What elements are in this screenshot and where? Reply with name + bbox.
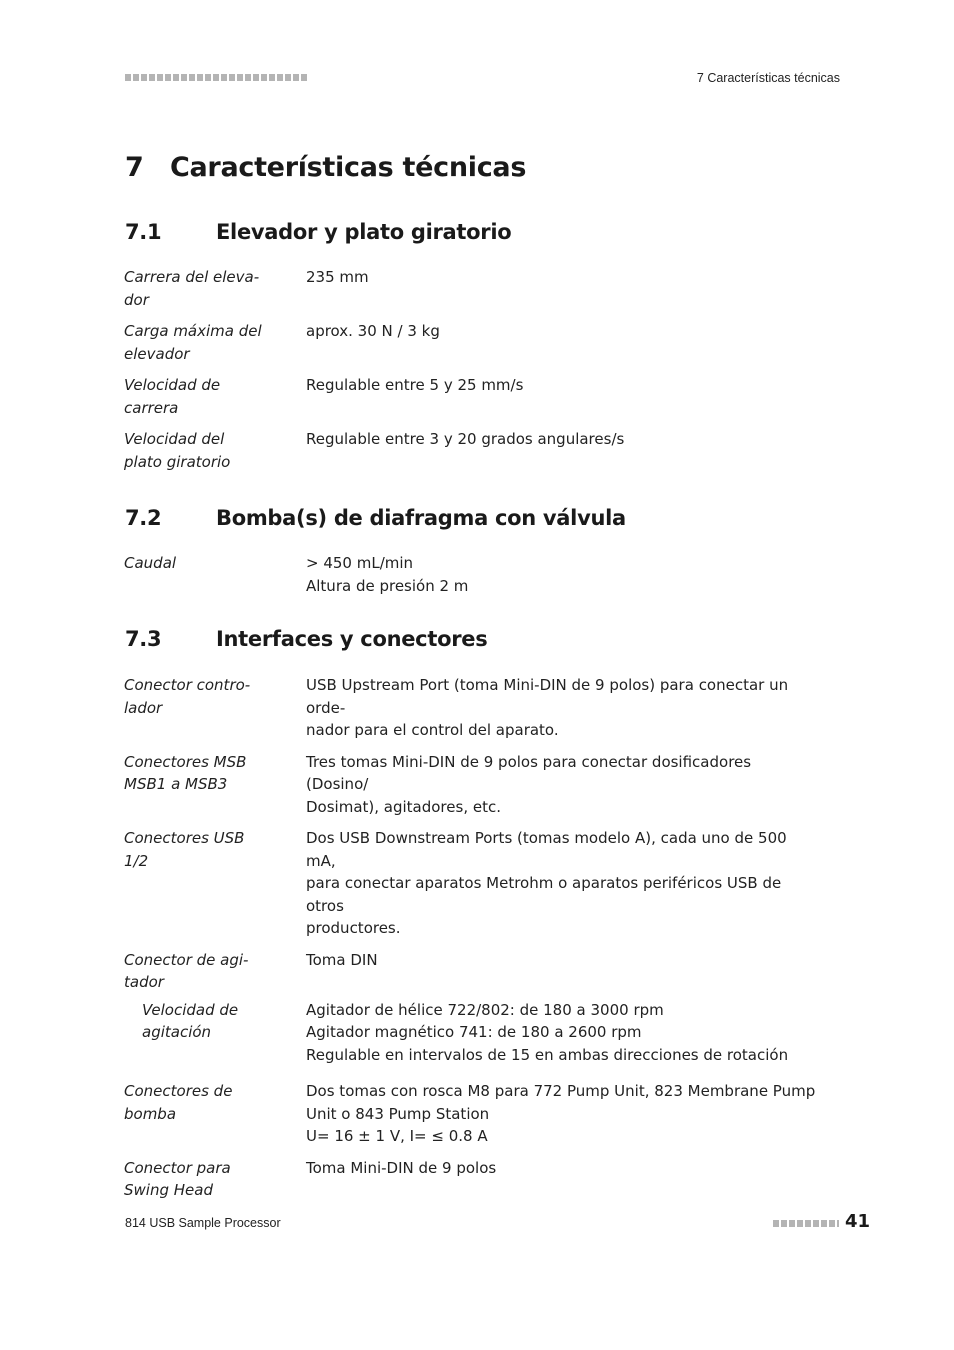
section-number: 7.1 xyxy=(125,220,162,244)
spec-value: USB Upstream Port (toma Mini-DIN de 9 polos) para conectar un orde- nador para el control del aparato. xyxy=(306,676,789,739)
spec-label: Caudal xyxy=(124,554,177,572)
spec-value: Regulable entre 5 y 25 mm/s xyxy=(306,376,524,394)
spec-value: 235 mm xyxy=(306,268,369,286)
spec-label: Conector para Swing Head xyxy=(124,1158,231,1199)
spec-row xyxy=(124,320,824,365)
spec-value: Dos USB Downstream Ports (tomas modelo A), cada uno de 500 mA, para conectar aparatos Metrohm o aparatos periféricos USB de otros productores. xyxy=(306,829,787,937)
spec-row xyxy=(124,374,824,419)
header-decoration xyxy=(125,74,307,81)
spec-label: Conectores MSB MSB1 a MSB3 xyxy=(124,752,247,793)
footer-decoration xyxy=(773,1220,839,1227)
section-title: Elevador y plato giratorio xyxy=(216,220,512,244)
spec-row xyxy=(124,827,824,940)
spec-row xyxy=(124,1157,824,1202)
spec-row xyxy=(124,949,824,994)
spec-value: Agitador de hélice 722/802: de 180 a 3000 rpm Agitador magnético 741: de 180 a 2600 rpm Regulable en intervalos de 15 en ambas direcciones de rotación xyxy=(306,1000,789,1064)
spec-value: Regulable entre 3 y 20 grados angulares/s xyxy=(306,430,625,448)
spec-label: Velocidad de agitación xyxy=(142,1000,239,1041)
spec-row xyxy=(124,751,824,819)
spec-value: Tres tomas Mini-DIN de 9 polos para conectar dosificadores (Dosino/ Dosimat), agitadores, etc. xyxy=(306,752,752,816)
spec-label: Conectores de bomba xyxy=(124,1082,233,1123)
spec-label: Conectores USB 1/2 xyxy=(124,829,245,870)
spec-label: Carrera del eleva- dor xyxy=(124,268,260,309)
spec-row xyxy=(124,674,824,742)
spec-label: Velocidad del plato giratorio xyxy=(124,430,231,471)
spec-value: Dos tomas con rosca M8 para 772 Pump Unit, 823 Membrane Pump Unit o 843 Pump Station U= 16 ± 1 V, I= ≤ 0.8 A xyxy=(306,1082,816,1145)
spec-label: Conector de agi- tador xyxy=(124,950,249,991)
spec-subrow xyxy=(124,999,824,1067)
section-heading-7-1 xyxy=(125,220,511,244)
footer-product-name: 814 USB Sample Processor xyxy=(125,1216,281,1230)
spec-row xyxy=(124,266,824,311)
section-heading-7-2 xyxy=(125,506,626,530)
section-number: 7.3 xyxy=(125,627,162,651)
spec-table-interfaces xyxy=(124,674,824,1211)
spec-row xyxy=(124,1080,824,1148)
spec-table-pump xyxy=(124,552,824,606)
chapter-number: 7 xyxy=(125,152,144,183)
spec-row xyxy=(124,552,824,597)
spec-label: Velocidad de carrera xyxy=(124,376,221,417)
chapter-title xyxy=(125,152,526,183)
section-heading-7-3 xyxy=(125,627,487,651)
spec-label: Carga máxima del elevador xyxy=(124,322,262,363)
running-header: 7 Características técnicas xyxy=(696,71,840,85)
chapter-title-text: Características técnicas xyxy=(170,152,527,183)
spec-value: > 450 mL/min Altura de presión 2 m xyxy=(306,554,469,595)
spec-value: aprox. 30 N / 3 kg xyxy=(306,322,440,340)
section-title: Bomba(s) de diafragma con válvula xyxy=(216,506,626,530)
spec-label: Conector contro- lador xyxy=(124,676,251,717)
page-number: 41 xyxy=(845,1211,871,1232)
spec-value: Toma Mini-DIN de 9 polos xyxy=(306,1158,497,1177)
spec-row xyxy=(124,428,824,473)
section-number: 7.2 xyxy=(125,506,162,530)
spec-table-elevator xyxy=(124,266,824,482)
section-title: Interfaces y conectores xyxy=(216,627,488,651)
spec-value: Toma DIN xyxy=(306,950,378,969)
